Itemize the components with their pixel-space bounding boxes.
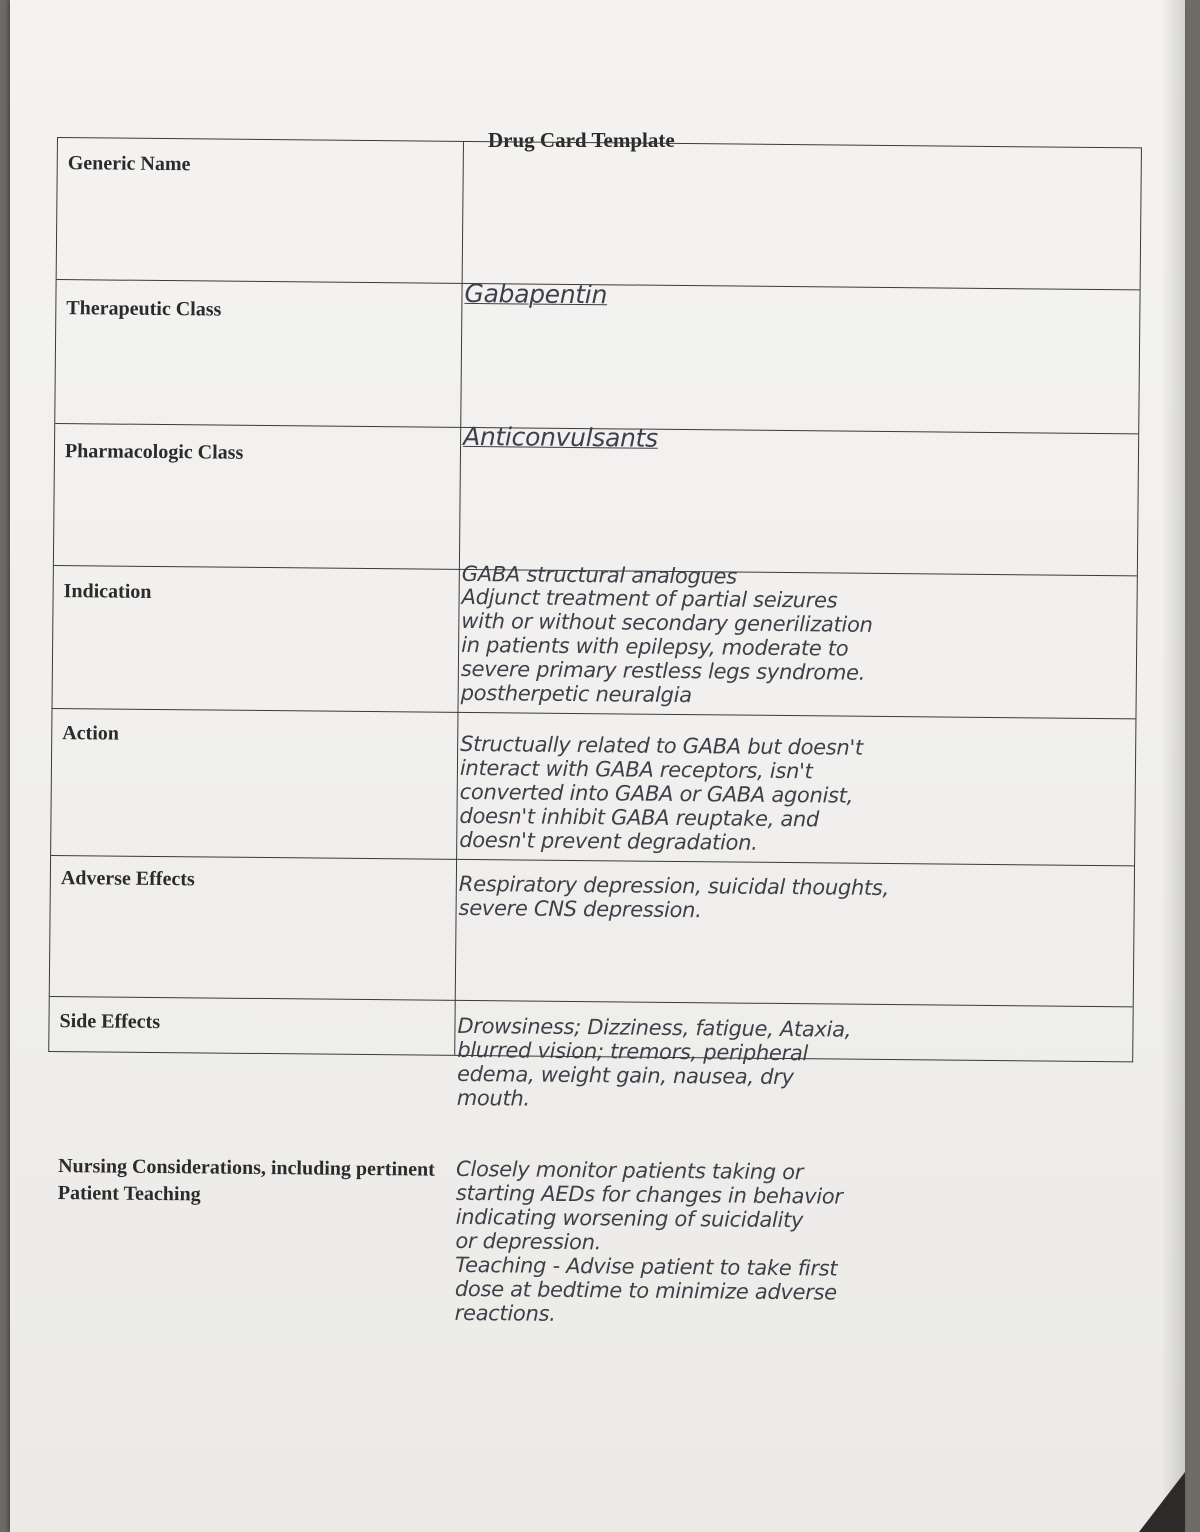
answer-line: Closely monitor patients taking or bbox=[455, 1156, 804, 1185]
answer-line: Gabapentin bbox=[464, 278, 608, 310]
answer-line: in patients with epilepsy, moderate to bbox=[461, 632, 849, 661]
label-adverse-effects: Adverse Effects bbox=[60, 867, 195, 891]
answer-line: Respiratory depression, suicidal thoughts, bbox=[458, 871, 890, 901]
answer-line: severe CNS depression. bbox=[458, 895, 702, 923]
answer-line: postherpetic neuralgia bbox=[460, 680, 692, 708]
answer-generic-name bbox=[464, 278, 1134, 312]
answer-line: indicating worsening of suicidality bbox=[455, 1204, 804, 1233]
answer-line: interact with GABA receptors, isn't bbox=[459, 755, 813, 784]
answer-line: blurred vision; tremors, peripheral bbox=[457, 1037, 809, 1066]
label-action: Action bbox=[62, 722, 120, 745]
answer-line: starting AEDs for changes in behavior bbox=[455, 1180, 843, 1209]
answer-line: severe primary restless legs syndrome. bbox=[460, 656, 866, 685]
answer-indication bbox=[461, 585, 1132, 711]
answer-line: converted into GABA or GABA agonist, bbox=[459, 779, 854, 808]
answer-line: or depression. bbox=[455, 1228, 602, 1255]
answer-line: doesn't prevent degradation. bbox=[459, 827, 758, 855]
answer-line: Adjunct treatment of partial seizures bbox=[461, 584, 838, 613]
drug-card-table bbox=[48, 137, 1142, 1326]
label-side-effects: Side Effects bbox=[59, 1010, 161, 1034]
answer-line: Anticonvulsants bbox=[463, 421, 658, 453]
page-title: Drug Card Template bbox=[488, 128, 675, 152]
answer-line: with or without secondary generilization bbox=[461, 608, 873, 637]
answer-line: Drowsiness; Dizziness, fatigue, Ataxia, bbox=[457, 1013, 852, 1042]
label-nursing-considerations: Nursing Considerations, including pertinent Patient Teaching bbox=[57, 1155, 435, 1206]
answer-line: edema, weight gain, nausea, dry bbox=[456, 1061, 794, 1090]
answer-side-effects bbox=[457, 1014, 1128, 1116]
answer-nursing-considerations bbox=[455, 1157, 1127, 1331]
answer-line: GABA structural analogues bbox=[461, 561, 737, 589]
answer-adverse-effects bbox=[459, 872, 1129, 926]
page-edge-shadow bbox=[1161, 0, 1185, 1532]
answer-line: mouth. bbox=[456, 1085, 530, 1111]
answer-line: Structually related to GABA but doesn't bbox=[460, 731, 863, 760]
label-indication: Indication bbox=[63, 580, 152, 603]
label-therapeutic-class: Therapeutic Class bbox=[66, 297, 222, 321]
label-pharmacologic-class: Pharmacologic Class bbox=[64, 440, 244, 464]
row-divider bbox=[50, 996, 1133, 1007]
answer-line: doesn't inhibit GABA reuptake, and bbox=[459, 803, 820, 832]
label-generic-name: Generic Name bbox=[67, 152, 191, 176]
answer-line: reactions. bbox=[454, 1300, 556, 1326]
answer-therapeutic-class bbox=[463, 421, 1133, 455]
page-corner bbox=[1139, 1472, 1185, 1532]
answer-line: dose at bedtime to minimize adverse bbox=[454, 1276, 837, 1305]
answer-action bbox=[459, 732, 1130, 858]
paper-sheet bbox=[10, 0, 1185, 1532]
answer-line: Teaching - Advise patient to take first bbox=[455, 1252, 838, 1281]
